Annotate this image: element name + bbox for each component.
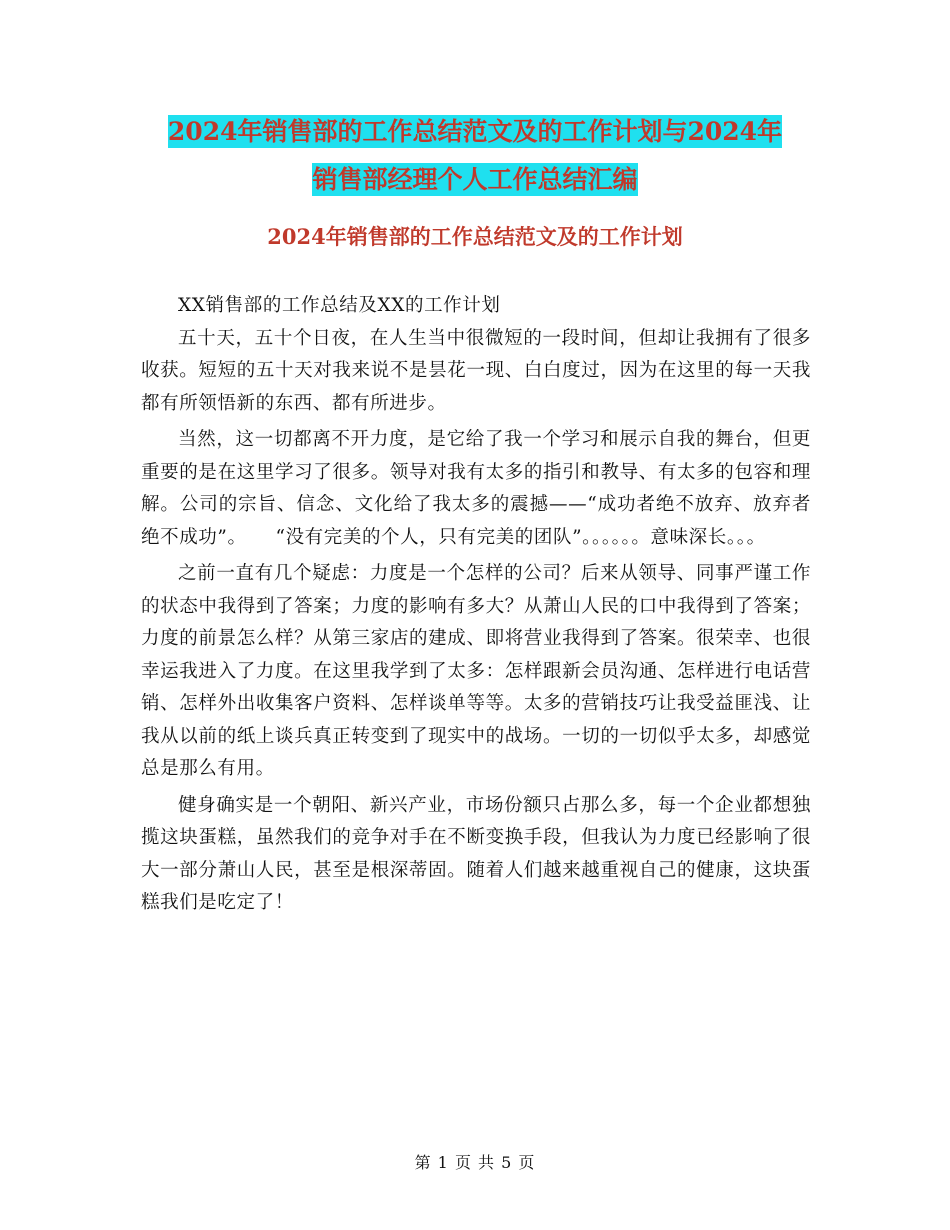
title-line-1: 2024年销售部的工作总结范文及的工作计划与2024年 (167, 117, 783, 146)
section-title: 2024年销售部的工作总结范文及的工作计划 (267, 224, 683, 249)
paragraph: 五十天，五十个日夜，在人生当中很微短的一段时间，但却让我拥有了很多收获。短短的五十天对我来说不是昙花一现、白白度过，因为在这里的每一天我都有所领悟新的东西、都有所进步。 (141, 327, 811, 414)
paragraph: 之前一直有几个疑虑：力度是一个怎样的公司？后来从领导、同事严谨工作的状态中我得到了答案；力度的影响有多大？从萧山人民的口中我得到了答案；力度的前景怎么样？从第三家店的建成、即将营业我得到了答案。很荣幸、也很幸运我进入了力度。在这里我学到了太多：怎样跟新会员沟通、怎样进行电话营销、怎样外出收集客户资料、怎样谈单等等。太多的营销技巧让我受益匪浅、让我从以前的纸上谈兵真正转变到了现实中的战场。一切的一切似乎太多，却感觉总是那么有用。 (141, 563, 811, 779)
document-title (100, 108, 850, 204)
paragraph-heading: XX销售部的工作总结及XX的工作计划 (178, 295, 501, 316)
paragraph: 健身确实是一个朝阳、新兴产业，市场份额只占那么多，每一个企业都想独揽这块蛋糕，虽然我们的竞争对手在不断变换手段，但我认为力度已经影响了很大一部分萧山人民，甚至是根深蒂固。随着人们越来越重视自己的健康，这块蛋糕我们是吃定了！ (141, 794, 811, 913)
page-footer: 第 1 页 共 5 页 (414, 1153, 536, 1172)
document-body (141, 290, 811, 920)
paragraph: 当然，这一切都离不开力度，是它给了我一个学习和展示自我的舞台，但更重要的是在这里学习了很多。领导对我有太多的指引和教导、有太多的包容和理解。公司的宗旨、信念、文化给了我太多的震撼——“成功者绝不放弃、放弃者绝不成功”。 “没有完美的个人，只有完美的团队”。。。。。。意味深长。。。 (141, 429, 811, 548)
title-line-2: 销售部经理个人工作总结汇编 (312, 165, 638, 194)
